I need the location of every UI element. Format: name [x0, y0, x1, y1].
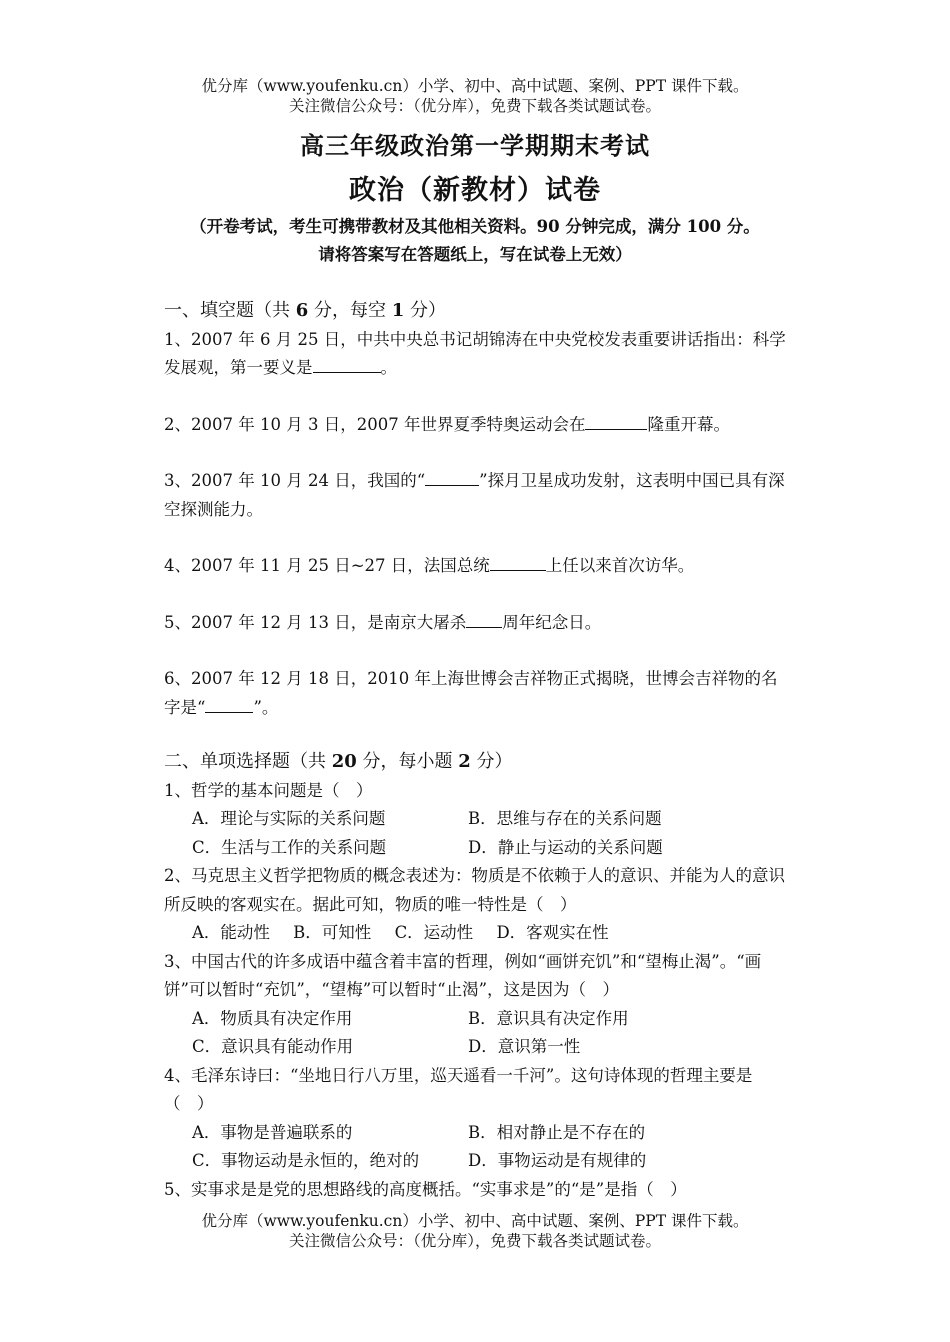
option-d: D．事物运动是有规律的 — [468, 1151, 647, 1170]
option-b: B．意识具有决定作用 — [468, 1008, 629, 1028]
option-a: A．理论与实际的关系问题 — [192, 809, 386, 828]
choice-options-2 — [164, 919, 792, 948]
option-b: B．相对静止是不存在的 — [468, 1122, 646, 1142]
page-footer — [0, 1211, 950, 1251]
fill-question-6: 6、2007 年 12 月 18 日，2010 年上海世博会吉祥物正式揭晓，世博会吉祥物的名字是“ ”。 — [164, 669, 778, 717]
answer-blank — [313, 354, 381, 373]
instruction-line-1: （开卷考试，考生可携带教材及其他相关资料。90 分钟完成，满分 100 分。 — [190, 217, 760, 236]
option-a: A．事物是普遍联系的 — [192, 1122, 353, 1142]
option-b: B．思维与存在的关系问题 — [468, 809, 662, 828]
fill-question-4: 4、2007 年 11 月 25 日~27 日，法国总统 上任以来首次访华。 — [164, 552, 792, 581]
choice-options-1 — [164, 805, 792, 862]
answer-blank — [466, 609, 502, 628]
fill-question-3: 3、2007 年 10 月 24 日，我国的“ ”探月卫星成功发射，这表明中国已具有深空探测能力。 — [164, 467, 792, 524]
answer-blank — [490, 552, 546, 571]
option-c: C．意识具有能动作用 — [192, 1037, 354, 1056]
fill-question-2: 2、2007 年 10 月 3 日，2007 年世界夏季特奥运动会在 隆重开幕。 — [164, 411, 792, 440]
answer-blank — [425, 467, 479, 486]
fill-question-5: 5、2007 年 12 月 13 日，是南京大屠杀 周年纪念日。 — [164, 609, 792, 638]
option-c: C．生活与工作的关系问题 — [192, 837, 387, 857]
option-d: D．静止与运动的关系问题 — [468, 837, 663, 857]
choice-options-4 — [164, 1119, 792, 1176]
section-choice-heading: 二、单项选择题（共 20 分，每小题 2 分） — [164, 751, 513, 772]
answer-blank — [585, 411, 647, 430]
header-line-1: 优分库（www.youfenku.cn）小学、初中、高中试题、案例、PPT 课件下载。 — [201, 77, 749, 95]
section-fill-in-heading: 一、填空题（共 6 分，每空 1 分） — [164, 300, 446, 321]
choice-question-4: 4、毛泽东诗曰：“坐地日行八万里，巡天遥看一千河”。这句诗体现的哲理主要是（ ） — [164, 1065, 753, 1113]
fill-question-1: 1、2007 年 6 月 25 日，中共中央总书记胡锦涛在中央党校发表重要讲话指出：科学发展观，第一要义是 。 — [164, 329, 786, 377]
choice-question-1: 1、哲学的基本问题是（ ） — [164, 780, 373, 800]
exam-title: 高三年级政治第一学期期末考试 — [300, 131, 650, 160]
option-d: D．客观实在性 — [496, 923, 609, 942]
option-b: B．可知性 — [293, 923, 372, 942]
header-line-2: 关注微信公众号：（优分库），免费下载各类试题试卷。 — [288, 97, 661, 115]
footer-line-1: 优分库（www.youfenku.cn）小学、初中、高中试题、案例、PPT 课件下载。 — [201, 1212, 749, 1230]
exam-subtitle: 政治（新教材）试卷 — [349, 175, 601, 206]
choice-question-2: 2、马克思主义哲学把物质的概念表述为：物质是不依赖于人的意识、并能为人的意识所反映的客观实在。据此可知，物质的唯一特性是（ ） — [164, 866, 785, 914]
option-c: C．事物运动是永恒的，绝对的 — [192, 1151, 420, 1170]
option-d: D．意识第一性 — [468, 1037, 581, 1056]
choice-question-3: 3、中国古代的许多成语中蕴含着丰富的哲理，例如“画饼充饥”和“望梅止渴”。“画饼”可以暂时“充饥”，“望梅”可以暂时“止渴”，这是因为（ ） — [164, 951, 762, 999]
page-header — [0, 76, 950, 116]
option-c: C．运动性 — [394, 923, 474, 942]
choice-options-3 — [164, 1005, 792, 1062]
exam-body — [164, 297, 792, 1204]
footer-line-2: 关注微信公众号：（优分库），免费下载各类试题试卷。 — [288, 1232, 661, 1250]
option-a: A．物质具有决定作用 — [192, 1008, 353, 1028]
exam-instructions — [0, 213, 950, 269]
choice-question-5: 5、实事求是是党的思想路线的高度概括。“实事求是”的“是”是指（ ） — [164, 1179, 687, 1199]
answer-blank — [205, 694, 253, 713]
option-a: A．能动性 — [192, 923, 270, 942]
instruction-line-2: 请将答案写在答题纸上，写在试卷上无效） — [318, 245, 632, 264]
